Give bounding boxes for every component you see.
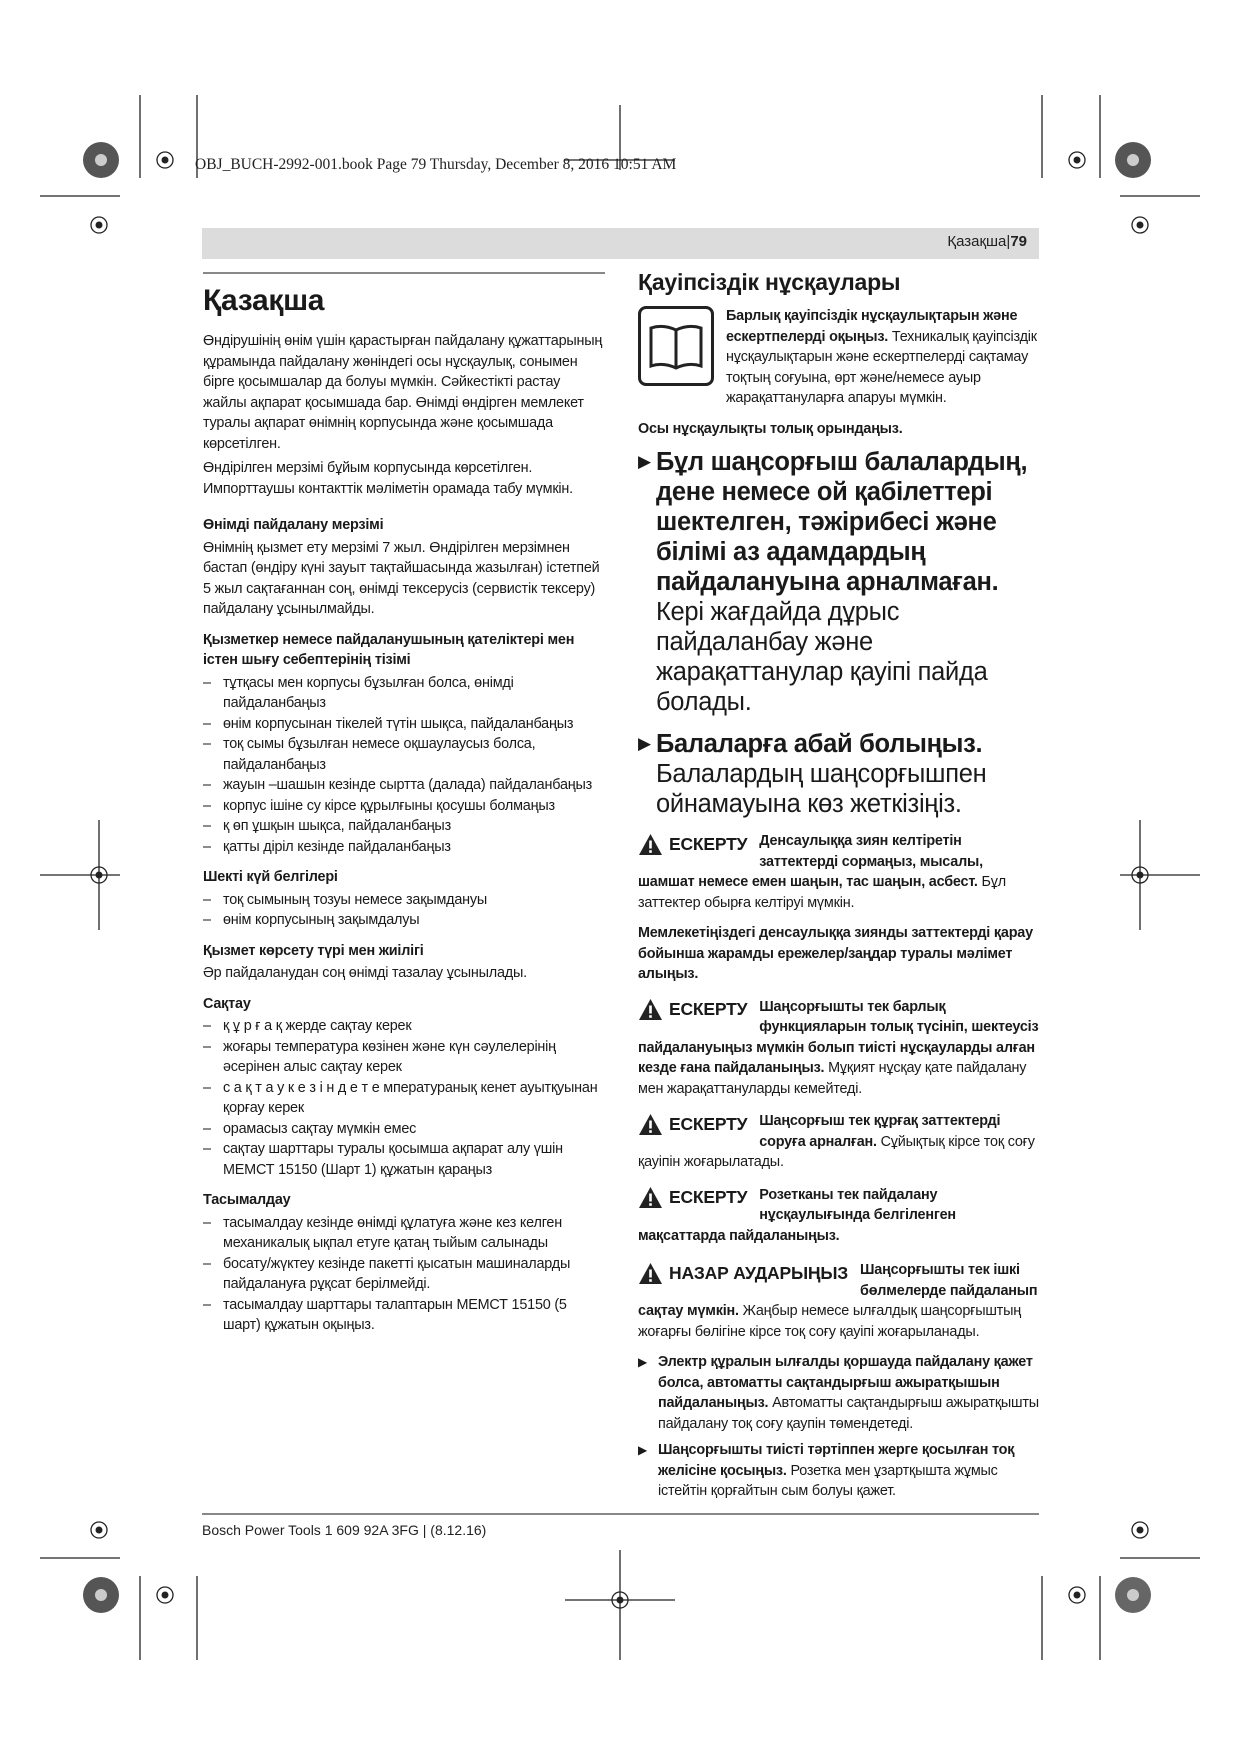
bullet-item: ▶ Электр құралын ылғалды қоршауда пайдалану қажет болса, автоматты сақтандырғыш ажыратқышын пайдаланыңыз. Автоматты сақтандырғыш ажыратқышты пайдалану тоқ соғу қаупін төмендетеді.: [638, 1354, 1039, 1432]
page-footer: Bosch Power Tools 1 609 92A 3FG | (8.12.16): [202, 1522, 487, 1538]
service-heading: Қызмет көрсету түрі мен жиілігі: [203, 942, 424, 959]
list-item: – қатты діріл кезінде пайдаланбаңыз: [203, 838, 451, 855]
warning-label: ЕСКЕРТУ: [638, 1111, 747, 1137]
print-header: OBJ_BUCH-2992-001.book Page 79 Thursday, December 8, 2016 10:51 AM: [195, 156, 677, 173]
limit-heading: Шекті күй белгілері: [203, 869, 338, 885]
running-header: [947, 233, 1027, 250]
children-warning-1: ▶ Бұл шаңсорғыш балалардың, дене немесе ой қабілеттері шектелген, тәжірибесі және білімі аз адамдардың пайдалануына арналмаған. Кері жағдайда дұрыс пайдаланбау және жарақаттанулар қауіпі пайда болады.: [638, 448, 1028, 716]
storage-heading: Сақтау: [203, 995, 251, 1012]
bullet-triangle-icon: ▶: [638, 1443, 648, 1457]
warning-block: ЕСКЕРТУ Розетканы тек пайдалану нұсқаулығында белгіленген мақсаттарда пайдаланыңыз.: [638, 1186, 956, 1244]
warning-triangle-icon: [638, 1186, 663, 1209]
book-icon: [638, 306, 714, 386]
service-life-heading: Өнімді пайдалану мерзімі: [203, 517, 384, 533]
list-item: – өнім корпусынан тікелей түтін шықса, пайдаланбаңыз: [203, 715, 574, 732]
service-text: Әр пайдаланудан соң өнімді тазалау ұсынылады.: [203, 965, 527, 981]
read-instructions-text: Барлық қауіпсіздік нұсқаулықтарын және ескертпелерді оқыңыз. Техникалық қауіпсіздік нұсқаулықтарын және ескертпелерді сақтамау тоқтың соғуына, өрт және/немесе ауыр жарақаттануларға апаруы мүмкін.: [726, 308, 1037, 406]
service-life-text: Өнімнің қызмет ету мерзімі 7 жыл. Өндірілген мерзімнен бастап (өндіру күні зауыт тақтайшасында жазылған) істетпей 5 жыл сақтағаннан соң, өнімді тексерусіз (сервистік тексеру) пайдалану ұсынылмайды.: [203, 539, 600, 617]
list-item: – сақтау шарттары туралы қосымша ақпарат алу үшін МЕМСТ 15150 (Шарт 1) құжатын қараңыз: [203, 1141, 563, 1178]
regulations-note: Мемлекетіңіздегі денсаулыққа зиянды заттектерді қарау бойынша жарамды ережелер/заңдар туралы мәлімет алыңыз.: [638, 925, 1033, 982]
bullet-triangle-icon: ▶: [638, 1355, 648, 1369]
warning-label: ЕСКЕРТУ: [638, 1185, 747, 1211]
errors-heading: Қызметкер немесе пайдаланушының қателіктері мен істен шығу себептерінің тізімі: [203, 631, 575, 668]
attention-label: НАЗАР АУДАРЫҢЫЗ: [638, 1260, 848, 1286]
list-item: – босату/жүктеу кезінде пакетті қысатын машиналарды пайдалануға рұқсат берілмейді.: [203, 1255, 571, 1292]
section-rule: [203, 272, 605, 274]
page-number: 79: [1010, 233, 1027, 250]
list-item: – с а қ т а у к е з і н д е т е мпературанық кенет ауытқуынан қорғау керек: [203, 1079, 598, 1116]
list-item: – қ ұ р ғ а қ жерде сақтау керек: [203, 1018, 412, 1034]
list-item: – тасымалдау кезінде өнімді құлатуға және кез келген механикалық ықпал етуге қатаң тыйым салынады: [203, 1214, 562, 1251]
warning-block: ЕСКЕРТУ Денсаулыққа зиян келтіретін заттектерді сормаңыз, мысалы, шамшат немесе емен шаңын, тас шаңын, асбест. Бұл заттектер обырға келтіруі мүмкін.: [638, 833, 1006, 911]
list-item: – тұтқасы мен корпусы бұзылған болса, өнімді пайдаланбаңыз: [203, 674, 514, 711]
list-item: – тоқ сымының тозуы немесе зақымдануы: [203, 891, 488, 908]
warning-block: ЕСКЕРТУ Шаңсорғышты тек барлық функцияларын толық түсініп, шектеусіз пайдалануыңыз мүмкін болып тиісті нұсқауларды алған кезде ғана пайдаланыңыз. Мұқият нұсқау қате пайдалану мен жарақаттануларды кемейтеді.: [638, 998, 1039, 1097]
list-item: – қ өп ұшқын шықса, пайдаланбаңыз: [203, 818, 451, 834]
list-item: – жауын –шашын кезінде сыртта (далада) пайдаланбаңыз: [203, 777, 593, 793]
header-language: Қазақша: [947, 233, 1007, 250]
bullet-triangle-icon: ▶: [638, 452, 651, 471]
list-item: – корпус ішіне су кірсе құрылғыны қосушы болмаңыз: [203, 797, 555, 814]
right-column: [638, 269, 1042, 1506]
list-item: – тасымалдау шарттары талаптарын МЕМСТ 15150 (5 шарт) құжатын оқыңыз.: [203, 1296, 567, 1333]
page-title: Қазақша: [203, 284, 325, 317]
transport-heading: Тасымалдау: [203, 1192, 291, 1208]
list-item: – тоқ сымы бұзылған немесе оқшаулаусыз болса, пайдаланбаңыз: [203, 736, 536, 773]
intro-paragraph-2: Өндірілген мерзімі бұйым корпусында көрсетілген. Импорттаушы контакттік мәліметін орамада табу мүмкін.: [203, 460, 573, 497]
warning-triangle-icon: [638, 833, 663, 856]
footer-rule: [202, 1513, 1039, 1515]
list-item: – өнім корпусының зақымдалуы: [203, 912, 420, 928]
intro-paragraph-1: Өндірушінің өнім үшін қарастырған пайдалану құжаттарының құрамында пайдалану жөніндегі осы нұсқаулық, сонымен бірге қосымшалар да болуы мүмкін. Сәйкестікті растау жайлы ақпарат қосымшада бар. Өнімді өндірген мемлекет туралы ақпарат өнімнің корпусында және қосымшада көрсетілген.: [203, 333, 603, 452]
left-column: [203, 272, 605, 1336]
warning-label: ЕСКЕРТУ: [638, 831, 747, 857]
warning-label: ЕСКЕРТУ: [638, 997, 747, 1023]
list-item: – жоғары температура көзінен және күн сәулелерінің әсерінен алыс сақтау керек: [203, 1038, 556, 1075]
page-header-band: [202, 228, 1039, 259]
attention-block: НАЗАР АУДАРЫҢЫЗ Шаңсорғышты тек ішкі бөлмелерде пайдаланып сақтау мүмкін. Жаңбыр немесе ылғалдық шаңсорғыштың жоғарғы бөлігіне кірсе тоқ соғу қауіпі жоғарыланады.: [638, 1262, 1038, 1340]
follow-instructions: Осы нұсқаулықты толық орындаңыз.: [638, 420, 903, 437]
bullet-triangle-icon: ▶: [638, 734, 651, 753]
warning-triangle-icon: [638, 998, 663, 1021]
children-warning-2: ▶ Балаларға абай болыңыз. Балалардың шаңсорғышпен ойнамауына көз жеткізіңіз.: [638, 730, 987, 818]
header-separator: |: [1006, 233, 1011, 250]
safety-title: Қауіпсіздік нұсқаулары: [638, 269, 901, 295]
warning-triangle-icon: [638, 1262, 663, 1285]
warning-block: ЕСКЕРТУ Шаңсорғыш тек құрғақ заттектерді соруға арналған. Сұйықтық кірсе тоқ соғу қауіпін жоғарылатады.: [638, 1113, 1035, 1170]
warning-triangle-icon: [638, 1113, 663, 1136]
bullet-item: ▶ Шаңсорғышты тиісті тәртіппен жерге қосылған тоқ желісіне қосыңыз. Розетка мен ұзартқышта жұмыс істейтін қорғайтын сым болуы қажет.: [638, 1442, 1015, 1499]
list-item: – орамасыз сақтау мүмкін емес: [203, 1120, 417, 1137]
read-instructions-block: [638, 306, 1042, 409]
